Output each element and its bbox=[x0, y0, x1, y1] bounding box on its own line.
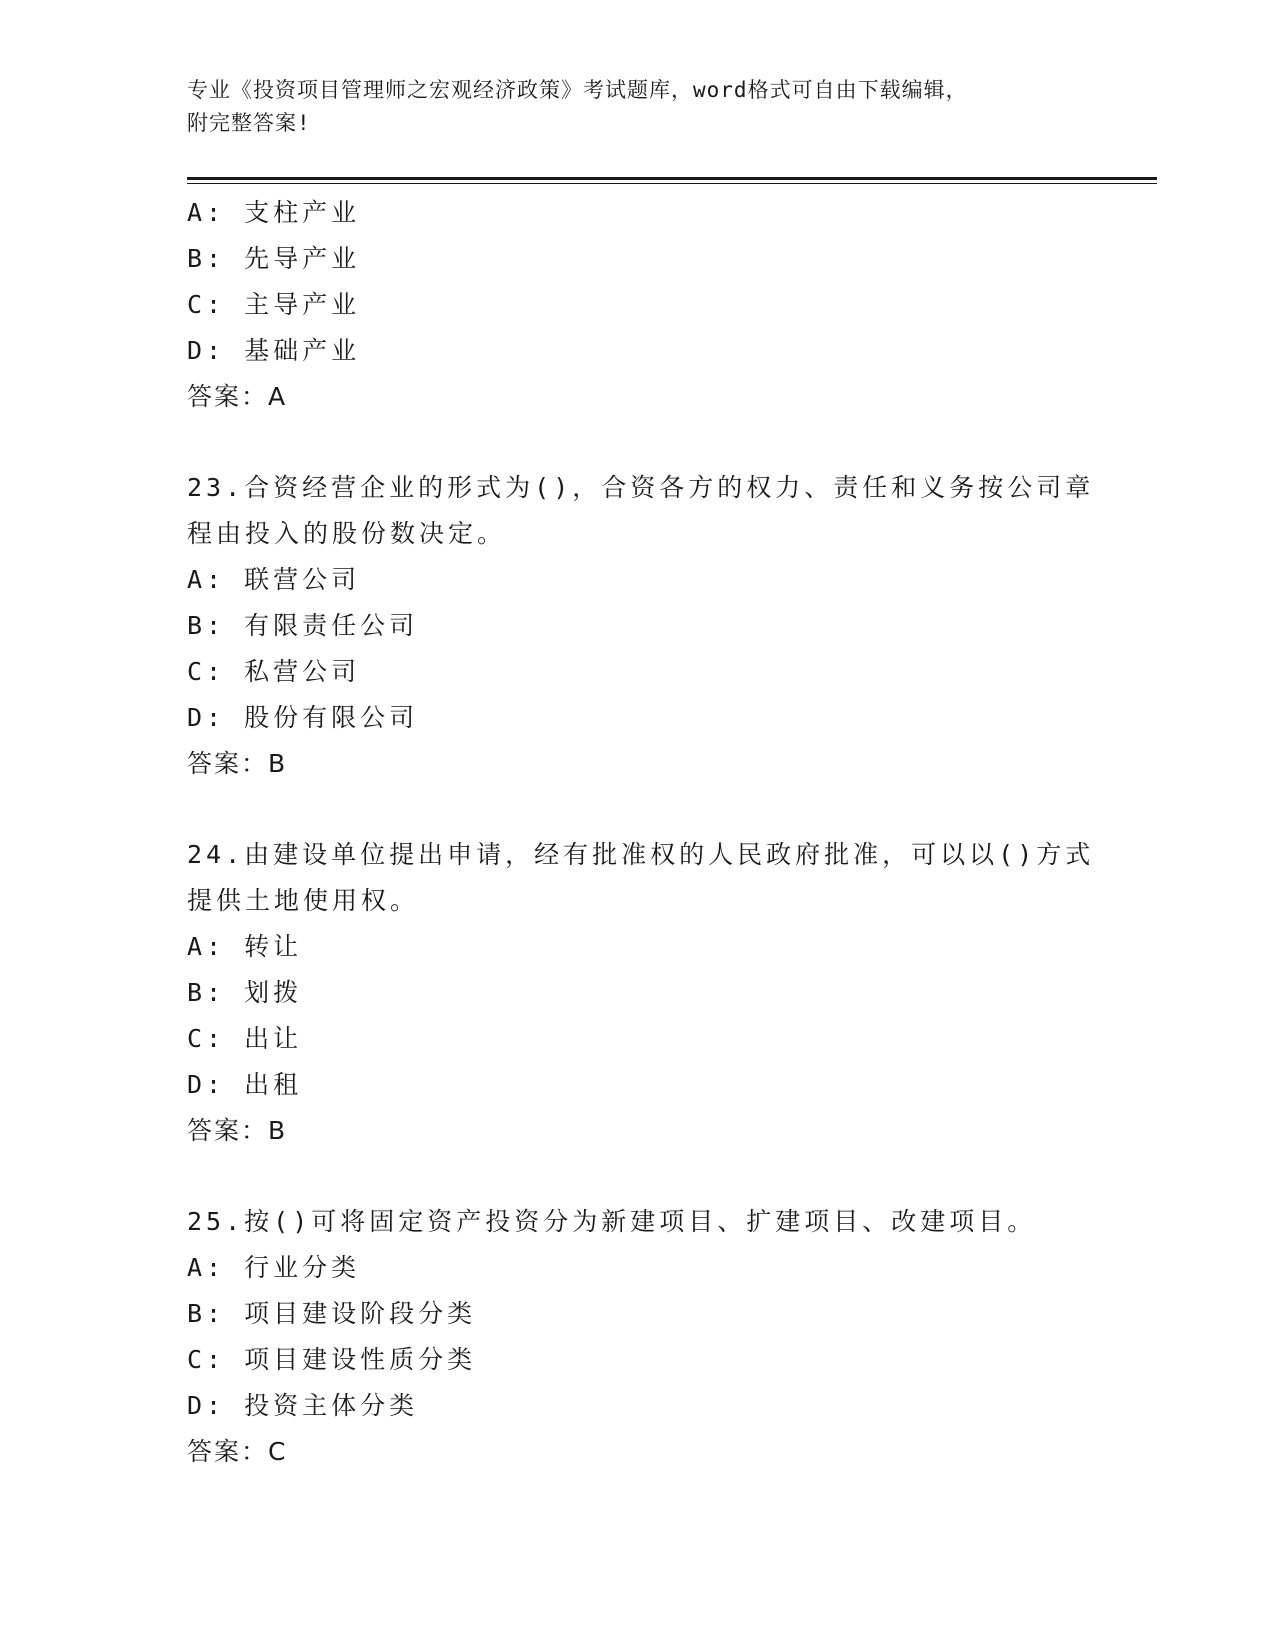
header-line-2: 附完整答案! bbox=[187, 111, 311, 135]
option-d: D: 投资主体分类 bbox=[187, 1391, 419, 1420]
option-c: C: 私营公司 bbox=[187, 657, 361, 686]
question-25 bbox=[187, 1199, 1157, 1475]
option-c: C: 主导产业 bbox=[187, 290, 361, 319]
header-rule-thick bbox=[187, 177, 1157, 180]
answer-label: 答案：B bbox=[187, 749, 288, 778]
question-22 bbox=[187, 190, 1157, 420]
header-line-1: 专业《投资项目管理师之宏观经济政策》考试题库，word格式可自由下载编辑， bbox=[187, 78, 968, 102]
option-b: B: 划拨 bbox=[187, 978, 303, 1007]
answer-label: 答案：B bbox=[187, 1116, 288, 1145]
option-a: A: 行业分类 bbox=[187, 1253, 361, 1282]
option-a: A: 联营公司 bbox=[187, 565, 361, 594]
question-23 bbox=[187, 465, 1157, 787]
question-24 bbox=[187, 832, 1157, 1154]
answer-label: 答案：C bbox=[187, 1437, 288, 1466]
option-d: D: 基础产业 bbox=[187, 336, 361, 365]
option-d: D: 出租 bbox=[187, 1070, 303, 1099]
option-a: A: 转让 bbox=[187, 932, 303, 961]
question-spacer bbox=[187, 1154, 1157, 1199]
header-rule-thin bbox=[187, 183, 1157, 184]
question-stem-line-2: 程由投入的股份数决定。 bbox=[187, 519, 507, 548]
option-b: B: 有限责任公司 bbox=[187, 611, 419, 640]
question-stem-line-1: 24.由建设单位提出申请，经有批准权的人民政府批准，可以以()方式 bbox=[187, 840, 1095, 869]
question-spacer bbox=[187, 787, 1157, 832]
question-stem-line-2: 提供土地使用权。 bbox=[187, 886, 420, 915]
question-spacer bbox=[187, 420, 1157, 465]
option-c: C: 出让 bbox=[187, 1024, 303, 1053]
option-c: C: 项目建设性质分类 bbox=[187, 1345, 477, 1374]
question-list bbox=[187, 190, 1157, 1475]
option-a: A: 支柱产业 bbox=[187, 198, 361, 227]
option-d: D: 股份有限公司 bbox=[187, 703, 419, 732]
answer-label: 答案：A bbox=[187, 382, 288, 411]
question-stem-line-1: 23.合资经营企业的形式为()，合资各方的权力、责任和义务按公司章 bbox=[187, 473, 1095, 502]
question-stem-line-1: 25.按()可将固定资产投资分为新建项目、扩建项目、改建项目。 bbox=[187, 1207, 1037, 1236]
option-b: B: 项目建设阶段分类 bbox=[187, 1299, 477, 1328]
document-header bbox=[187, 74, 1067, 140]
option-b: B: 先导产业 bbox=[187, 244, 361, 273]
